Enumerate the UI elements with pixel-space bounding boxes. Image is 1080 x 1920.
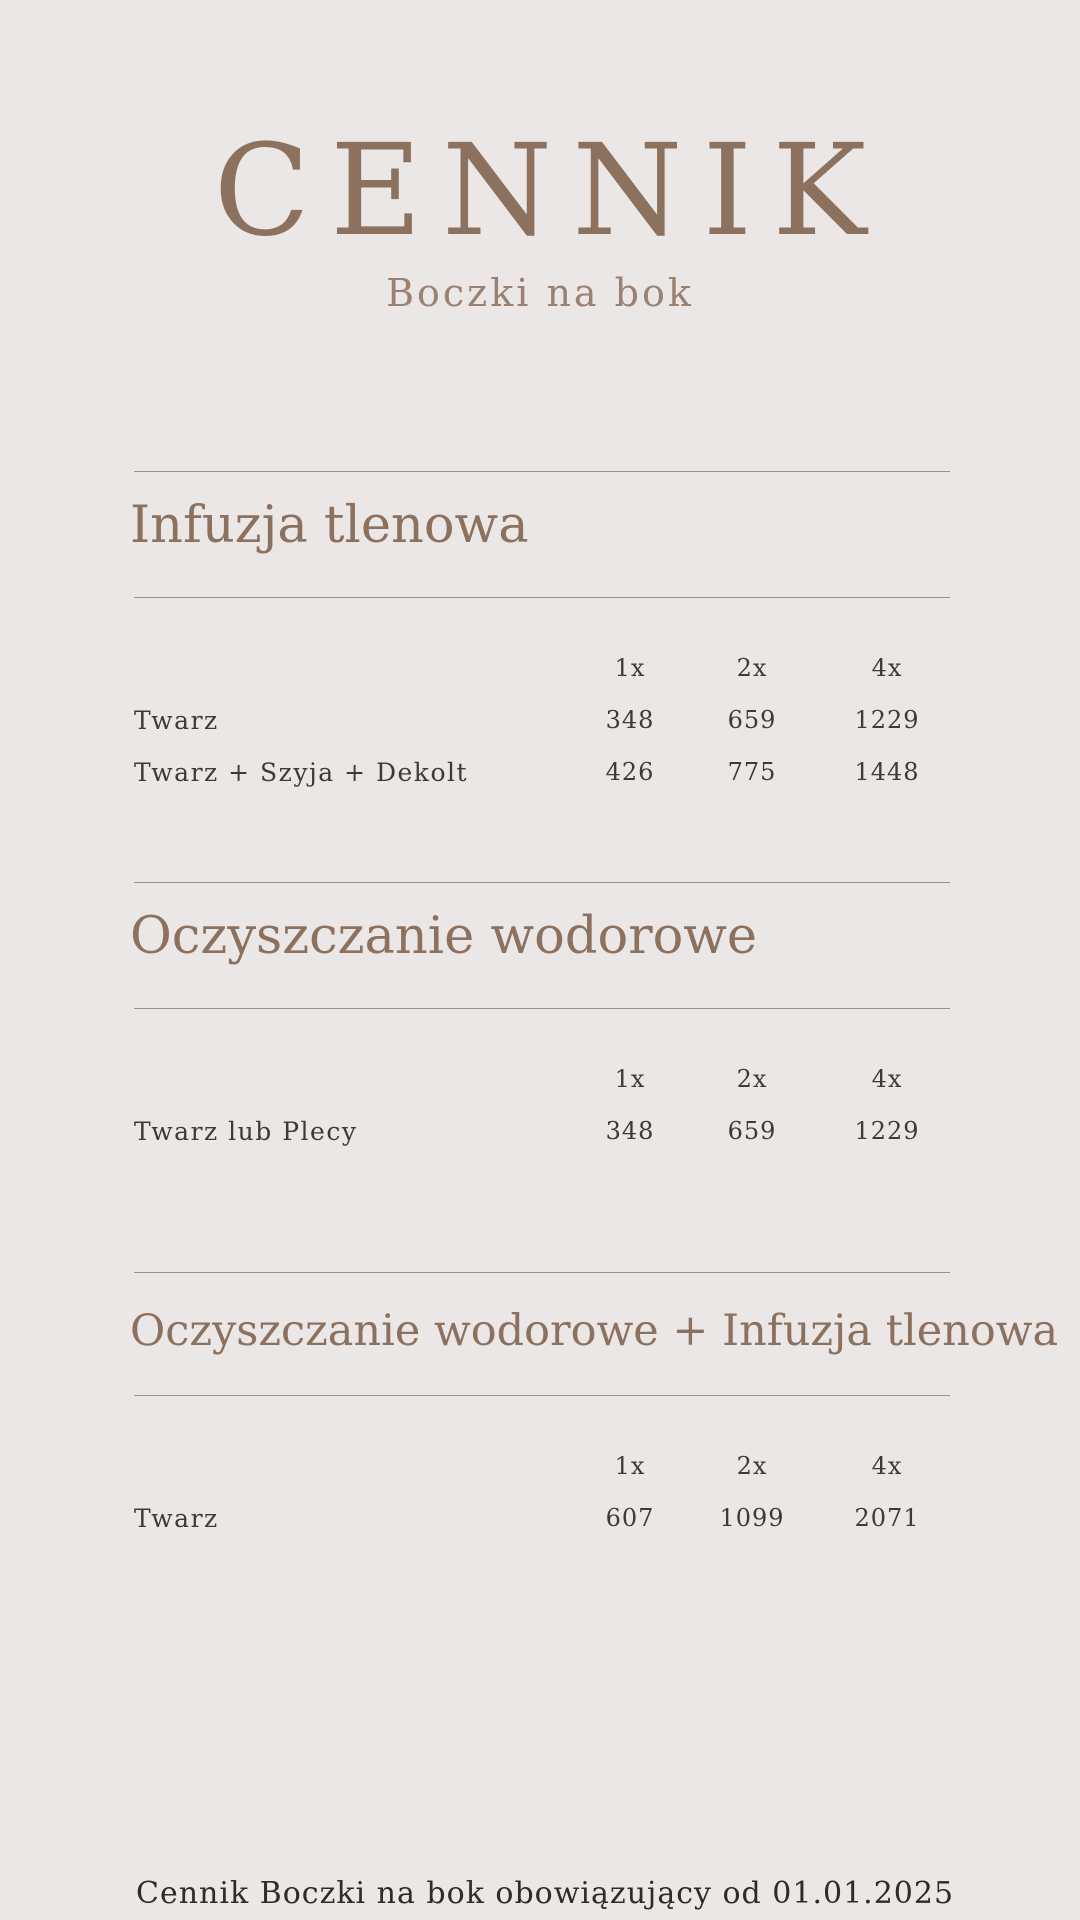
page-title: CENNIK: [213, 117, 887, 264]
price-4x: 1229: [854, 706, 920, 734]
price-2x: 775: [727, 758, 777, 786]
column-header-row: [134, 654, 950, 694]
column-header-2x: 2x: [736, 1065, 768, 1093]
price-2x: 1099: [719, 1504, 785, 1532]
column-header-2x: 2x: [736, 654, 768, 682]
column-header-4x: 4x: [871, 1452, 903, 1480]
column-header-row: [134, 1452, 950, 1492]
price-2x: 659: [727, 1117, 777, 1145]
column-header-4x: 4x: [871, 654, 903, 682]
page-subtitle: Boczki na bok: [386, 271, 694, 315]
section-title: Infuzja tlenowa: [130, 496, 529, 555]
price-4x: 1229: [854, 1117, 920, 1145]
column-header-1x: 1x: [614, 1452, 646, 1480]
price-table: [134, 1396, 950, 1546]
service-label: Twarz: [134, 706, 219, 735]
price-1x: 348: [605, 706, 655, 734]
service-label: Twarz: [134, 1504, 219, 1533]
column-header-2x: 2x: [736, 1452, 768, 1480]
validity-footer: Cennik Boczki na bok obowiązujący od 01.01.2025: [136, 1876, 955, 1911]
section-divider-top: [134, 471, 950, 472]
price-section-combo: [130, 1272, 1059, 1546]
price-table: [134, 598, 950, 798]
price-section-oczyszczanie: [130, 882, 950, 1159]
table-row: [134, 758, 950, 798]
column-header-1x: 1x: [614, 1065, 646, 1093]
price-2x: 659: [727, 706, 777, 734]
section-title: Oczyszczanie wodorowe + Infuzja tlenowa: [130, 1306, 1059, 1356]
table-row: [134, 1117, 950, 1157]
section-title: Oczyszczanie wodorowe: [130, 907, 758, 966]
column-header-row: [134, 1065, 950, 1105]
service-label: Twarz + Szyja + Dekolt: [134, 758, 469, 787]
price-4x: 1448: [854, 758, 920, 786]
service-label: Twarz lub Plecy: [134, 1117, 358, 1146]
price-4x: 2071: [854, 1504, 920, 1532]
table-row: [134, 706, 950, 746]
column-header-4x: 4x: [871, 1065, 903, 1093]
section-divider-top: [134, 882, 950, 883]
column-header-1x: 1x: [614, 654, 646, 682]
price-section-infuzja: [130, 471, 950, 798]
section-divider-top: [134, 1272, 950, 1273]
price-1x: 348: [605, 1117, 655, 1145]
price-1x: 607: [605, 1504, 655, 1532]
table-row: [134, 1504, 950, 1544]
price-table: [134, 1009, 950, 1159]
price-1x: 426: [605, 758, 655, 786]
